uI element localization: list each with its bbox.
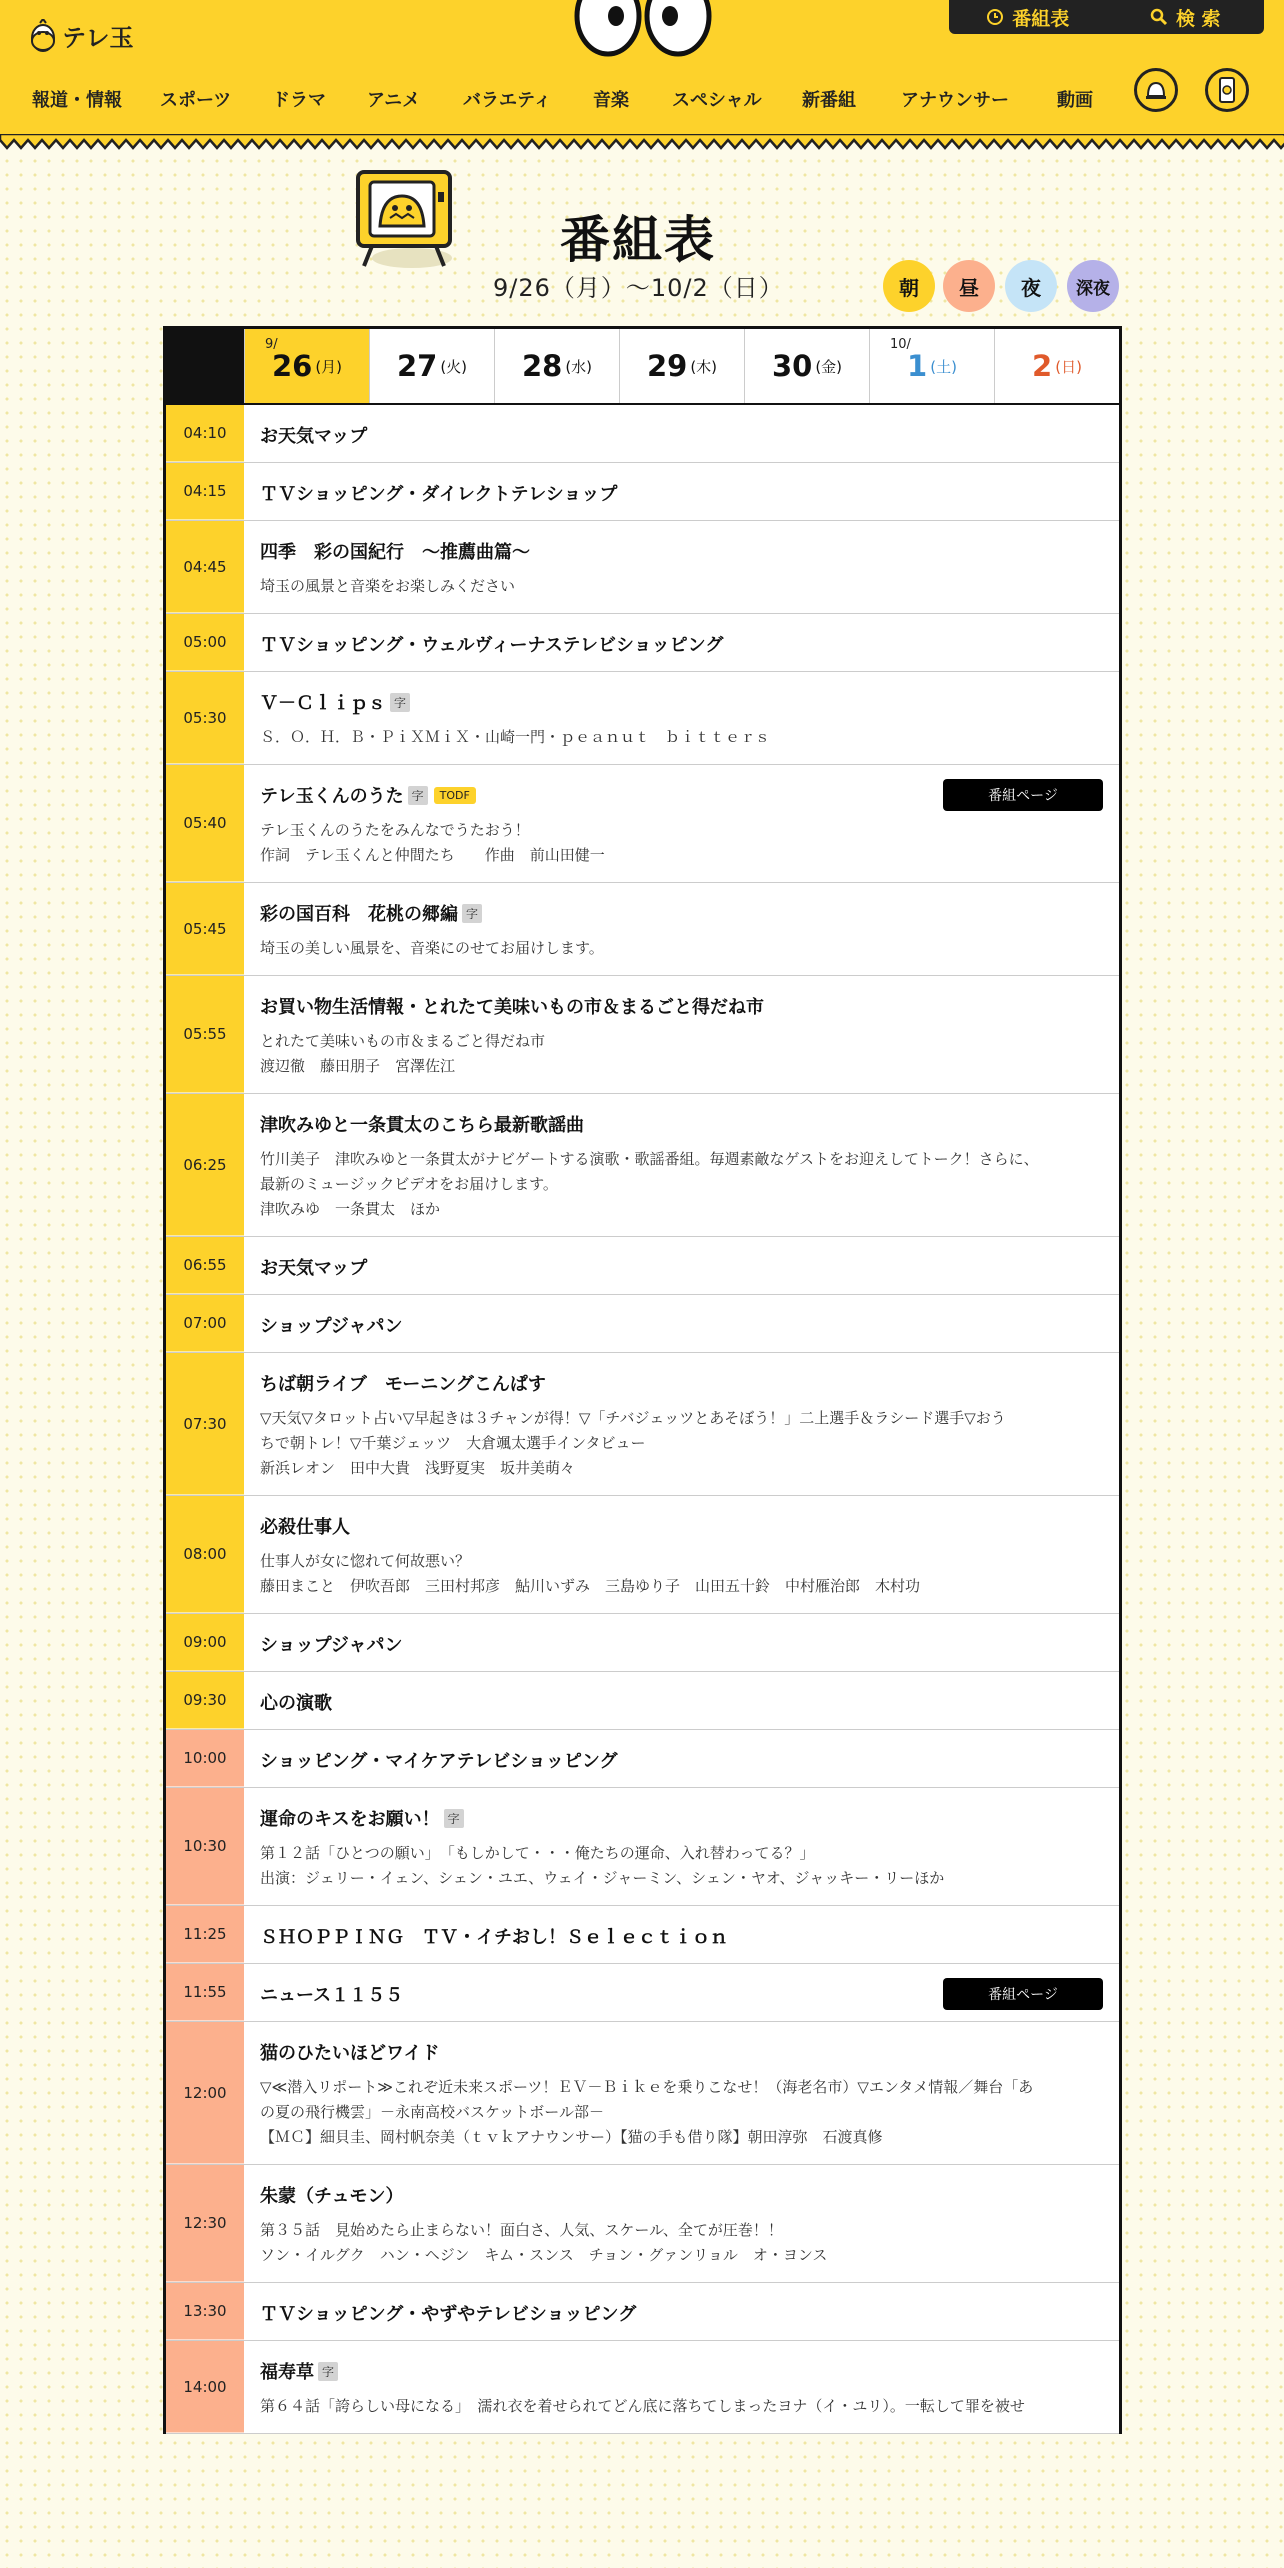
day-tab[interactable]	[994, 329, 1119, 403]
program-time: 11:55	[166, 1964, 244, 2021]
description-line: 第１２話「ひとつの願い」 「もしかして・・・俺たちの運命、入れ替わってる？」	[260, 1844, 815, 1862]
program-title-line	[260, 1370, 1103, 1396]
program-cell[interactable]	[244, 1964, 1119, 2021]
program-row	[166, 765, 1119, 883]
program-row	[166, 976, 1119, 1094]
program-time: 04:10	[166, 405, 244, 462]
nav-item-new-programs[interactable]: 新番組	[802, 90, 856, 111]
program-title: ＴＶショッピング・ダイレクトテレショップ	[260, 484, 618, 505]
program-cell[interactable]	[244, 405, 1119, 462]
program-title: ニュース１１５５	[260, 1985, 404, 2006]
day-number: 1	[907, 349, 928, 383]
header-zigzag-edge	[0, 134, 1284, 150]
program-title: テレ玉くんのうた	[260, 786, 404, 807]
nav-item-news[interactable]: 報道・情報	[32, 90, 122, 111]
program-title-line	[260, 2039, 1103, 2065]
program-row	[166, 1496, 1119, 1614]
program-time: 10:30	[166, 1788, 244, 1905]
program-description	[260, 725, 1103, 750]
subtitle-badge: 字	[390, 693, 410, 712]
smartphone-icon	[1216, 76, 1238, 104]
program-title-line	[260, 993, 1103, 1019]
program-time: 04:15	[166, 463, 244, 520]
program-description	[260, 818, 1103, 868]
program-title: お天気マップ	[260, 1258, 368, 1279]
tod-label: 深夜	[1076, 278, 1110, 299]
program-title: ショッピング・マイケアテレビショッピング	[260, 1751, 618, 1772]
program-time: 05:45	[166, 883, 244, 975]
description-line: 竹川美子 津吹みゆと一条貫太がナビゲートする演歌・歌謡番組。毎週素敵なゲストをお迎えしてトーク！さらに、	[260, 1150, 1039, 1168]
program-title-line	[260, 2300, 1103, 2326]
program-cell[interactable]	[244, 976, 1119, 1093]
program-description	[260, 1147, 1103, 1222]
program-title: ＴＶショッピング・やずやテレビショッピング	[260, 2304, 637, 2325]
program-title: ちば朝ライブ モーニングこんぱす	[260, 1374, 546, 1395]
program-row	[166, 405, 1119, 463]
program-title: ＳＨＯＰＰＩＮＧ ＴＶ・イチおし！Ｓｅｌｅｃｔｉｏｎ	[260, 1927, 728, 1948]
nav-item-drama[interactable]: ドラマ	[272, 90, 326, 111]
program-cell[interactable]	[244, 1788, 1119, 1905]
program-time: 14:00	[166, 2341, 244, 2433]
nav-item-music[interactable]: 音楽	[593, 90, 629, 111]
search-icon	[1150, 8, 1168, 26]
description-line: 渡辺徹 藤田朋子 宮澤佐江	[260, 1057, 456, 1075]
nav-item-videos[interactable]: 動画	[1057, 90, 1093, 111]
program-time: 07:30	[166, 1353, 244, 1495]
program-description	[260, 2394, 1103, 2419]
program-row	[166, 463, 1119, 521]
program-time: 05:30	[166, 672, 244, 764]
description-line: とれたて美味いもの市＆まるごと得だね市	[260, 1032, 546, 1050]
description-line: 作詞 テレ玉くんと仲間たち 作曲 前山田健一	[260, 846, 605, 864]
program-row	[166, 1614, 1119, 1672]
day-tab[interactable]	[244, 329, 369, 403]
tod-morning-button[interactable]	[883, 260, 935, 312]
program-time: 07:00	[166, 1295, 244, 1352]
program-title-line	[260, 1923, 1103, 1949]
program-time: 04:45	[166, 521, 244, 613]
program-title-line	[260, 1111, 1103, 1137]
day-number: 26	[271, 349, 313, 383]
program-row	[166, 2022, 1119, 2165]
program-page-button[interactable]: 番組ページ	[943, 1978, 1103, 2010]
day-tabs	[166, 329, 1119, 405]
description-line: 【ＭＣ】細貝圭、岡村帆奈美（ｔｖｋアナウンサー）【猫の手も借り隊】朝田淳弥 石渡真修	[260, 2128, 883, 2146]
day-number: 29	[646, 349, 688, 383]
todf-badge: TODF	[434, 787, 476, 804]
clock-icon	[986, 8, 1004, 26]
day-number: 28	[521, 349, 563, 383]
subtitle-badge: 字	[462, 904, 482, 923]
description-line: の夏の飛行機雲」－永南高校バスケットボール部－	[260, 2103, 604, 2121]
nav-item-anime[interactable]: アニメ	[367, 90, 421, 111]
program-schedule	[163, 326, 1122, 2434]
description-line: 仕事人が女に惚れて何故悪い？	[260, 1552, 471, 1570]
program-title: 津吹みゆと一条貫太のこちら最新歌謡曲	[260, 1115, 584, 1136]
program-cell[interactable]	[244, 2165, 1119, 2282]
program-row	[166, 1353, 1119, 1496]
program-description	[260, 1029, 1103, 1079]
description-line: Ｓ．Ｏ．Ｈ．Ｂ・ＰｉＸＭｉＸ・山崎一門・ｐｅａｎｕｔ ｂｉｔｔｅｒｓ	[260, 728, 771, 746]
day-number: 2	[1032, 349, 1053, 383]
description-line: 新浜レオン 田中大貴 浅野夏実 坂井美萌々	[260, 1459, 576, 1477]
program-title: ショップジャパン	[260, 1635, 403, 1656]
nav-item-announcers[interactable]: アナウンサー	[901, 90, 1009, 111]
tod-label: 朝	[899, 275, 919, 300]
tod-label: 昼	[959, 275, 979, 300]
description-line: テレ玉くんのうたをみんなでうたおう！	[260, 821, 530, 839]
subtitle-badge: 字	[444, 1809, 464, 1828]
program-title: お天気マップ	[260, 426, 368, 447]
program-title-line	[260, 1513, 1103, 1539]
program-cell[interactable]	[244, 521, 1119, 613]
program-title: ショップジャパン	[260, 1316, 403, 1337]
program-title-line	[260, 1747, 1103, 1773]
program-title-line	[260, 900, 1103, 926]
program-title-line	[260, 2358, 1103, 2384]
program-cell[interactable]	[244, 1614, 1119, 1671]
description-line: 出演：ジェリー・イェン、シェン・ユエ、ウェイ・ジャーミン、シェン・ヤオ、ジャッキー・リーほか	[260, 1869, 945, 1887]
program-description	[260, 936, 1103, 961]
program-cell[interactable]	[244, 2341, 1119, 2433]
program-time: 13:30	[166, 2283, 244, 2340]
program-time: 10:00	[166, 1730, 244, 1787]
day-tab[interactable]	[869, 329, 994, 403]
program-title-line	[260, 538, 1103, 564]
nav-item-sports[interactable]: スポーツ	[160, 90, 232, 111]
program-row	[166, 2283, 1119, 2341]
tamago-mascot-icon	[30, 19, 56, 53]
tod-daytime-button[interactable]	[943, 260, 995, 312]
program-row	[166, 1295, 1119, 1353]
program-list	[166, 405, 1119, 2434]
day-number: 30	[771, 349, 813, 383]
program-cell[interactable]	[244, 614, 1119, 671]
day-tabs-corner	[166, 329, 244, 403]
program-time: 05:00	[166, 614, 244, 671]
program-time: 09:30	[166, 1672, 244, 1729]
day-weekday: (木)	[690, 357, 718, 376]
program-cell[interactable]	[244, 1730, 1119, 1787]
day-month: 10/	[890, 337, 911, 352]
program-description	[260, 1406, 1103, 1481]
teletama-app-button[interactable]	[1205, 68, 1249, 112]
description-line: 最新のミュージックビデオをお届けします。	[260, 1175, 558, 1193]
program-title: 四季 彩の国紀行 ～推薦曲篇～	[260, 542, 530, 563]
description-line: ▽≪潜入リポート≫これぞ近未来スポーツ！ＥＶ－Ｂｉｋｅを乗りこなせ！（海老名市）▽エンタメ情報／舞台「あ	[260, 2078, 1034, 2096]
schedule-link-label: 番組表	[1012, 7, 1070, 30]
program-row	[166, 1906, 1119, 1964]
program-time: 12:00	[166, 2022, 244, 2164]
program-title-line	[260, 631, 1103, 657]
program-cell[interactable]	[244, 883, 1119, 975]
program-cell[interactable]	[244, 1237, 1119, 1294]
program-row	[166, 883, 1119, 976]
program-row	[166, 1730, 1119, 1788]
nav-item-variety[interactable]: バラエティ	[463, 90, 552, 111]
program-cell[interactable]	[244, 1094, 1119, 1236]
site-logo[interactable]	[30, 18, 134, 53]
program-title: お買い物生活情報・とれたて美味いもの市＆まるごと得だね市	[260, 997, 764, 1018]
program-time: 05:55	[166, 976, 244, 1093]
program-title: 必殺仕事人	[260, 1517, 350, 1538]
program-cell[interactable]	[244, 1906, 1119, 1963]
program-time: 09:00	[166, 1614, 244, 1671]
program-title-line	[260, 2182, 1103, 2208]
program-title: ＴＶショッピング・ウェルヴィーナステレビショッピング	[260, 635, 724, 656]
tod-latenight-button[interactable]	[1067, 260, 1119, 312]
description-line: ▽天気▽タロット占い▽早起きは３チャンが得！▽「チバジェッツとあそぼう！」二上選手＆ラシード選手▽おう	[260, 1409, 1006, 1427]
program-title: 福寿草	[260, 2362, 314, 2383]
program-time: 06:55	[166, 1237, 244, 1294]
program-description	[260, 574, 1103, 599]
program-page-button[interactable]: 番組ページ	[943, 779, 1103, 811]
search-link[interactable]	[1107, 4, 1265, 31]
program-row	[166, 1672, 1119, 1730]
day-weekday: (日)	[1055, 357, 1082, 376]
program-description	[260, 2218, 1103, 2268]
tod-label: 夜	[1021, 275, 1041, 300]
program-title-line	[260, 1631, 1103, 1657]
program-row	[166, 1788, 1119, 1906]
program-cell[interactable]	[244, 2022, 1119, 2164]
program-time: 06:25	[166, 1094, 244, 1236]
date-range: 9/26（月）〜10/2（日）	[493, 274, 784, 302]
description-line: 第６４話「誇らしい母になる」 濡れ衣を着せられてどん底に落ちてしまったヨナ（イ・ユリ）。一転して罪を被せ	[260, 2397, 1025, 2415]
program-time: 12:30	[166, 2165, 244, 2282]
day-weekday: (月)	[315, 357, 343, 376]
day-tab[interactable]	[744, 329, 869, 403]
subtitle-badge: 字	[318, 2362, 338, 2381]
program-time: 05:40	[166, 765, 244, 882]
day-tab[interactable]	[369, 329, 494, 403]
nav-item-special[interactable]: スペシャル	[672, 90, 762, 111]
program-title: Ｖ－Ｃｌｉｐｓ	[260, 693, 386, 714]
program-title: 猫のひたいほどワイド	[260, 2043, 440, 2064]
program-cell[interactable]	[244, 1672, 1119, 1729]
mascot-eyes-icon	[568, 0, 718, 64]
program-row	[166, 2165, 1119, 2283]
program-title-line	[260, 1254, 1103, 1280]
program-row	[166, 2341, 1119, 2434]
program-title: 心の演歌	[260, 1693, 332, 1714]
description-line: 津吹みゆ 一条貫太 ほか	[260, 1200, 441, 1218]
program-row	[166, 1237, 1119, 1295]
program-description	[260, 2075, 1103, 2150]
tv-mascot-icon	[352, 166, 462, 272]
program-cell[interactable]	[244, 1295, 1119, 1352]
day-weekday: (火)	[440, 357, 468, 376]
tamago-bell-icon	[1143, 77, 1169, 103]
search-link-label: 検 索	[1175, 7, 1221, 30]
program-cell[interactable]	[244, 2283, 1119, 2340]
program-title-line	[260, 422, 1103, 448]
topbar	[949, 0, 1264, 34]
program-title-line	[260, 1805, 1103, 1831]
program-description	[260, 1549, 1103, 1599]
program-cell[interactable]	[244, 672, 1119, 764]
program-title-line	[260, 480, 1103, 506]
day-weekday: (土)	[930, 357, 957, 376]
description-line: ちで朝トレ！▽千葉ジェッツ 大倉颯太選手インタビュー	[260, 1434, 646, 1452]
program-title-line	[260, 1689, 1103, 1715]
program-cell[interactable]	[244, 1353, 1119, 1495]
program-time: 08:00	[166, 1496, 244, 1613]
tod-evening-button[interactable]	[1005, 260, 1057, 312]
description-line: 埼玉の風景と音楽をお楽しみください	[260, 577, 516, 595]
day-tab[interactable]	[494, 329, 619, 403]
logo-text: テレ玉	[62, 24, 134, 52]
program-cell[interactable]	[244, 765, 1119, 882]
day-number: 27	[396, 349, 438, 383]
program-title-line	[260, 689, 1103, 715]
program-row	[166, 672, 1119, 765]
description-line: ソン・イルグク ハン・ヘジン キム・スンス チョン・グァンリョル オ・ヨンス	[260, 2246, 828, 2264]
program-cell[interactable]	[244, 1496, 1119, 1613]
program-row	[166, 1964, 1119, 2022]
teletama-tsu-button[interactable]	[1134, 68, 1178, 112]
program-row	[166, 614, 1119, 672]
program-row	[166, 521, 1119, 614]
subtitle-badge: 字	[408, 786, 428, 805]
program-cell[interactable]	[244, 463, 1119, 520]
program-title: 彩の国百科 花桃の郷編	[260, 904, 458, 925]
description-line: 第３５話 見始めたら止まらない！面白さ、人気、スケール、全てが圧巻！！	[260, 2221, 783, 2239]
program-time: 11:25	[166, 1906, 244, 1963]
description-line: 藤田まこと 伊吹吾郎 三田村邦彦 鮎川いずみ 三島ゆり子 山田五十鈴 中村雁治郎 木村功	[260, 1577, 921, 1595]
program-title: 朱蒙（チュモン）	[260, 2186, 404, 2207]
day-weekday: (水)	[565, 357, 593, 376]
program-description	[260, 1841, 1103, 1891]
day-month: 9/	[265, 337, 278, 352]
day-tab[interactable]	[619, 329, 744, 403]
program-row	[166, 1094, 1119, 1237]
description-line: 埼玉の美しい風景を、音楽にのせてお届けします。	[260, 939, 604, 957]
program-title-line	[260, 1312, 1103, 1338]
site-header	[0, 0, 1284, 136]
schedule-link[interactable]	[949, 4, 1107, 31]
page-title: 番組表	[560, 211, 716, 269]
program-title: 運命のキスをお願い！	[260, 1809, 440, 1830]
day-weekday: (金)	[815, 357, 843, 376]
